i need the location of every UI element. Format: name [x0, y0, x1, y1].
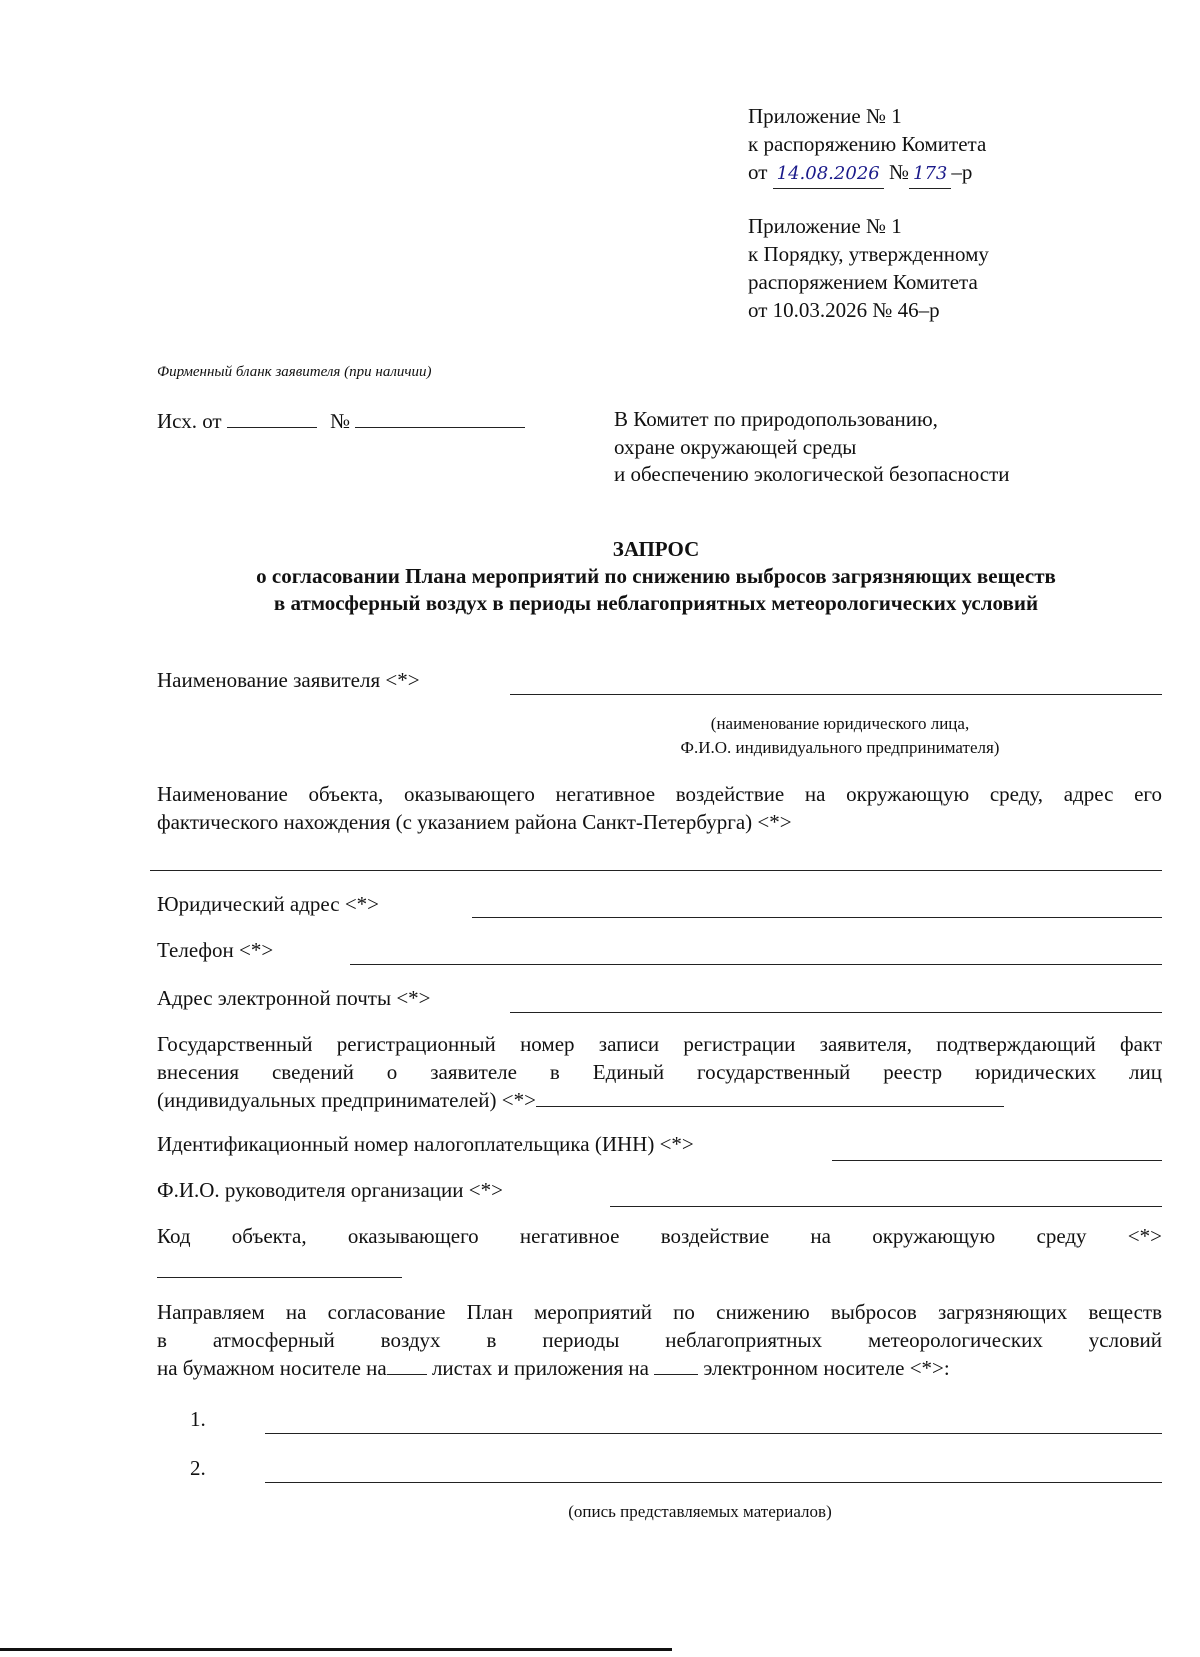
phone-field[interactable] [350, 964, 1162, 965]
applicant-name-field[interactable] [510, 694, 1162, 695]
outgoing-ref [157, 407, 525, 435]
object-name-field[interactable] [150, 870, 1162, 871]
object-label-line1: Наименование объекта, оказывающего негативное воздействие на окружающую среду, адрес его [157, 782, 1162, 806]
handwritten-date: 14.08.2026 [773, 160, 884, 189]
appendix2-line4: от 10.03.2026 № 46–р [748, 298, 940, 322]
appendix1-line3 [748, 158, 972, 189]
director-field[interactable] [610, 1206, 1162, 1207]
submission-line1: Направляем на согласование План мероприятий по снижению выбросов загрязняющих веществ [157, 1300, 1162, 1324]
addressee-line3: и обеспечению экологической безопасности [614, 462, 1010, 486]
electronic-count-field[interactable] [654, 1356, 698, 1375]
letterhead-note: Фирменный бланк заявителя (при наличии) [157, 364, 432, 380]
ogrn-label-text: (индивидуальных предпринимателей) <*> [157, 1088, 536, 1112]
submission-line2: в атмосферный воздух в периоды неблагоприятных метеорологических условий [157, 1328, 1162, 1352]
object-code-field[interactable] [157, 1277, 402, 1278]
title-line2: в атмосферный воздух в периоды неблагоприятных метеорологических условий [273, 591, 1039, 615]
appendix1-num-prefix: № [888, 160, 910, 184]
phone-label: Телефон <*> [157, 938, 274, 962]
appendix2-line1: Приложение № 1 [748, 214, 902, 238]
director-label: Ф.И.О. руководителя организации <*> [157, 1178, 503, 1202]
appendix1-line2: к распоряжению Комитета [748, 132, 987, 156]
legal-address-label: Юридический адрес <*> [157, 892, 380, 916]
submission-electronic-text: электронном носителе <*>: [703, 1356, 950, 1380]
outgoing-date-field[interactable] [227, 409, 317, 428]
email-label: Адрес электронной почты <*> [157, 986, 431, 1010]
inn-label: Идентификационный номер налогоплательщика (ИНН) <*> [157, 1132, 694, 1156]
footer-rule [0, 1648, 672, 1651]
outgoing-label: Исх. от [157, 409, 222, 433]
materials-hint: (опись представляемых материалов) [568, 1502, 832, 1521]
object-label-line2: фактического нахождения (с указанием района Санкт-Петербурга) <*> [157, 810, 792, 834]
inn-field[interactable] [832, 1160, 1162, 1161]
appendix1-line1: Приложение № 1 [748, 104, 902, 128]
document-title: ЗАПРОС [612, 537, 700, 561]
ogrn-label-line1: Государственный регистрационный номер записи регистрации заявителя, подтверждающий факт [157, 1032, 1162, 1056]
submission-attachments-text: листах и приложения на [431, 1356, 649, 1380]
applicant-name-label: Наименование заявителя <*> [157, 668, 420, 692]
applicant-hint-1: (наименование юридического лица, [710, 714, 970, 733]
list-item-1-number: 1. [190, 1407, 206, 1431]
ogrn-field[interactable] [536, 1088, 1004, 1107]
submission-paper-text: на бумажном носителе на [157, 1356, 387, 1380]
appendix1-date-prefix: от [748, 160, 768, 184]
legal-address-field[interactable] [472, 917, 1162, 918]
outgoing-number-field[interactable] [355, 409, 525, 428]
ogrn-label-line2: внесения сведений о заявителе в Единый государственный реестр юридических лиц [157, 1060, 1162, 1084]
appendix1-suffix: –р [951, 160, 973, 184]
applicant-hint-2: Ф.И.О. индивидуального предпринимателя) [680, 738, 1000, 757]
addressee-line1: В Комитет по природопользованию, [614, 407, 938, 431]
list-item-1-field[interactable] [265, 1433, 1162, 1434]
addressee-line2: охране окружающей среды [614, 435, 857, 459]
object-code-label: Код объекта, оказывающего негативное воздействие на окружающую среду <*> [157, 1224, 1162, 1248]
list-item-2-number: 2. [190, 1456, 206, 1480]
outgoing-num-label: № [330, 409, 351, 433]
appendix2-line3: распоряжением Комитета [748, 270, 978, 294]
title-line1: о согласовании Плана мероприятий по снижению выбросов загрязняющих веществ [256, 564, 1056, 588]
ogrn-label-line3 [157, 1086, 1004, 1114]
email-field[interactable] [510, 1012, 1162, 1013]
handwritten-number: 173 [909, 160, 951, 189]
appendix2-line2: к Порядку, утвержденному [748, 242, 989, 266]
submission-line3 [157, 1354, 950, 1382]
list-item-2-field[interactable] [265, 1482, 1162, 1483]
sheets-count-field[interactable] [387, 1356, 427, 1375]
